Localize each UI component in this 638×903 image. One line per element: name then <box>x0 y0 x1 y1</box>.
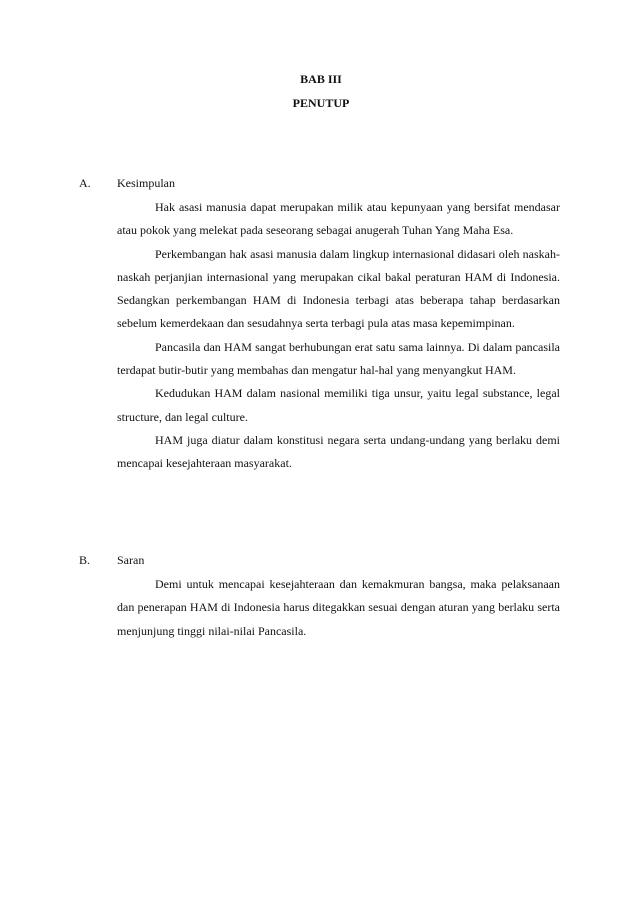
section-a-letter: A. <box>79 176 91 190</box>
section-b-paragraph-1: Demi untuk mencapai kesejahteraan dan kemakmuran bangsa, maka pelaksanaan dan penerapan HAM di Indonesia harus ditegakkan sesuai dengan aturan yang berlaku serta menjunjung tinggi nilai-nilai Pancasila. <box>117 577 560 638</box>
chapter-number-text: BAB III <box>300 72 342 86</box>
chapter-title <box>0 96 638 111</box>
section-a-paragraph-4: Kedudukan HAM dalam nasional memiliki tiga unsur, yaitu legal substance, legal structure, dan legal culture. <box>117 386 560 424</box>
section-a-body <box>117 196 560 476</box>
section-a-paragraph-3: Pancasila dan HAM sangat berhubungan erat satu sama lainnya. Di dalam pancasila terdapat butir-butir yang membahas dan mengatur hal-hal yang menyangkut HAM. <box>117 339 560 378</box>
chapter-title-text: PENUTUP <box>292 96 350 110</box>
section-b-title: Saran <box>117 553 145 567</box>
section-a-title: Kesimpulan <box>117 176 175 190</box>
section-b-letter: B. <box>79 553 91 567</box>
section-a-paragraph-1: Hak asasi manusia dapat merupakan milik atau kepunyaan yang bersifat mendasar atau pokok yang melekat pada seseorang sebagai anugerah Tuhan Yang Maha Esa. <box>117 200 560 238</box>
section-a-paragraph-2: Perkembangan hak asasi manusia dalam lingkup internasional didasari oleh naskah-naskah perjanjian internasional yang merupakan cikal bakal peraturan HAM di Indonesia. Sedangkan perkembangan HAM di Indonesia terbagi atas beberapa tahap berdasarkan sebelum kemerdekaan dan sesudahnya serta terbagi pula atas masa kepemimpinan. <box>117 246 560 331</box>
section-b-body <box>117 573 560 643</box>
chapter-number <box>0 72 638 87</box>
section-a-paragraph-5: HAM juga diatur dalam konstitusi negara serta undang-undang yang berlaku demi mencapai kesejahteraan masyarakat. <box>117 432 560 471</box>
